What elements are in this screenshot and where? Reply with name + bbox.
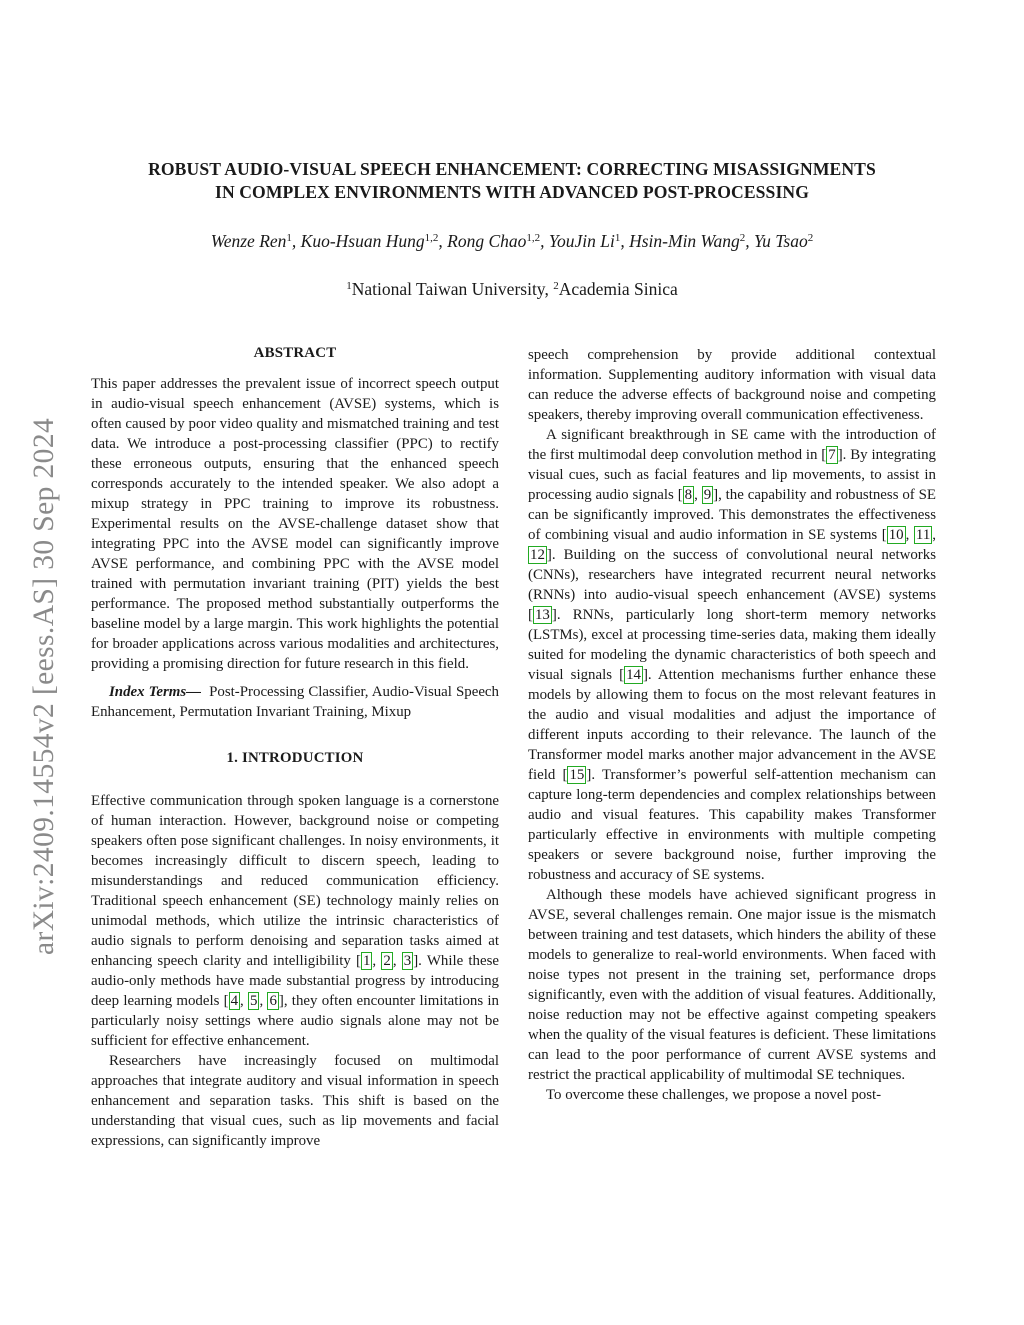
citation-link[interactable]: 6 [269,993,277,1009]
citation-link[interactable]: 10 [888,527,904,543]
intro-paragraph-1: Effective communication through spoken language is a cornerstone of human interaction. However, background noise or competing speakers often pose significant challenges. In noisy environments, it becomes increasingly difficult to discern speech, leading to misunderstandings and reduced communication efficiency. Traditional speech enhancement (SE) technology mainly relies on unimodal methods, which utilize the intrinsic characteristics of audio signals to perform denoising and separation tasks aimed at enhancing speech clarity and intelligibility [ 1 , 2 , 3 ]. While these audio-only methods have made substantial progress by introducing deep learning models [ 4 , 5 , 6 ], they often encounter limitations in particularly noisy settings where audio signals alone may not be sufficient for effective enhancement. [91,793,499,1049]
left-column [91,343,499,1151]
citation-link[interactable]: 3 [403,953,412,969]
right-paragraph-2: A significant breakthrough in SE came with the introduction of the first multimodal deep convolution method in [ 7 ]. By integrating visual cues, such as facial features and lip movements, to assist in processing audio signals [ 8 , 9 ], the capability and robustness of SE can be significantly improved. This demonstrates the effectiveness of combining visual and audio information in SE systems [ 10 , 11 , 12 ]. Building on the success of convolutional neural networks (CNNs), researchers have integrated recurrent neural networks (RNNs) into audio-visual speech enhancement (AVSE) systems [ 13 ]. RNNs, particularly long short-term memory networks (LSTMs), excel at processing time-series data, making them ideally suited for modeling the dynamic characteristics of both speech and visual signals [ 14 ]. Attention mechanisms further enhance these models by allowing them to focus on the most relevant features in the audio and visual modalities and adjust the importance of different inputs according to their relevance. The launch of the Transformer model marks another major advancement in the AVSE field [ 15 ]. Transformer’s powerful self-attention mechanism can capture long-term dependencies and complex relationships between audio and visual features. This capability makes Transformer particularly effective in environments with multiple competing speakers or severe background noise, further improving the robustness and accuracy of SE systems. [528,427,937,883]
citation-link[interactable]: 13 [534,607,550,623]
citation-link[interactable]: 15 [569,767,585,783]
affiliation-mark: 1 [346,280,352,292]
affiliation-name: National Taiwan University [351,279,545,299]
citation-link[interactable]: 5 [250,993,258,1009]
citation-link[interactable]: 7 [828,447,836,463]
author-affiliation-mark: 1 [286,232,292,244]
author-affiliation-mark: 1,2 [526,232,541,244]
affiliations: $^1$National Taiwan University, $^2$Academia Sinica [346,279,678,299]
arxiv-identifier: arXiv:2409.14554v2 [eess.AS] 30 Sep 2024 [28,417,60,955]
citation-link[interactable]: 1 [362,953,371,969]
citation-link[interactable]: 8 [684,487,693,503]
affiliation-name: Academia Sinica [558,279,678,299]
intro-paragraph-2: Researchers have increasingly focused on multimodal approaches that integrate auditory and visual information in speech enhancement and separation tasks. This shift is based on the understanding that visual cues, such as lip movements and facial expressions, can significantly improve [91,1053,499,1149]
title-line-1: ROBUST AUDIO-VISUAL SPEECH ENHANCEMENT: CORRECTING MISASSIGNMENTS [148,159,876,179]
author-name: Rong Chao [447,231,527,251]
author-affiliation-mark: 1,2 [424,232,439,244]
introduction-heading: 1. INTRODUCTION [226,750,364,766]
right-column [528,345,936,1105]
author-name: YouJin Li [548,231,615,251]
author-list: Wenze Ren$^1$, Kuo-Hsuan Hung$^{1,2}$, Rong Chao$^{1,2}$, YouJin Li$^1$, Hsin-Min Wang$^2$, Yu Tsao$^2$ [210,231,814,251]
right-paragraph-3: Although these models have achieved significant progress in AVSE, several challenges remain. One major issue is the mismatch between training and test datasets, which hinders the ability of these models to generalize to real-world environments. When faced with noise types not present in the training set, performance drops significantly, even with the addition of visual features. Additionally, noise reduction may not be effective against competing speakers when the quality of the visual features is deficient. These limitations can lead to the poor performance of current AVSE systems and restrict the practical applicability of multimodal SE techniques. [528,887,936,1083]
citation-link[interactable]: 12 [530,547,545,563]
author-affiliation-mark: 2 [739,232,746,244]
author-name: Hsin-Min Wang [629,231,740,251]
author-affiliation-mark: 1 [614,232,621,244]
title-line-2: IN COMPLEX ENVIRONMENTS WITH ADVANCED POST-PROCESSING [215,182,809,202]
index-terms [91,682,499,722]
citation-link[interactable]: 2 [383,953,391,969]
right-paragraph-1: speech comprehension by provide additional contextual information. Supplementing auditory information with visual data can reduce the adverse effects of background noise and competing speakers, thereby improving overall communication effectiveness. [528,347,936,423]
citation-link[interactable]: 9 [703,487,712,503]
author-name: Wenze Ren [210,231,287,251]
abstract-text: This paper addresses the prevalent issue of incorrect speech output in audio-visual speech enhancement (AVSE) systems, which is often caused by poor video quality and mismatched training and test data. We introduce a post-processing classifier (PPC) to rectify these erroneous outputs, ensuring that the enhanced speech corresponds accurately to the intended speaker. We also adopt a mixup strategy in PPC training to improve its robustness. Experimental results on the AVSE-challenge dataset show that integrating PPC into the AVSE model can significantly improve AVSE performance, and combining PPC with the AVSE model trained with permutation invariant training (PIT) yields the best performance. The proposed method substantially outperforms the baseline model by a large margin. This work highlights the potential for broader applications across various modalities and architectures, providing a promising direction for future research in this field. [91,376,499,672]
author-name: Kuo-Hsuan Hung [300,231,425,251]
author-name: Yu Tsao [754,231,808,251]
citation-link[interactable]: 4 [230,993,239,1009]
author-affiliation-mark: 2 [807,232,814,244]
citation-link[interactable]: 14 [626,667,641,683]
index-terms-label: Index Terms— [109,684,202,700]
index-terms-text: Post-Processing Classifier, Audio-Visual Speech Enhancement, Permutation Invariant Training, Mixup [91,684,499,720]
abstract-heading: ABSTRACT [253,345,337,361]
right-paragraph-4: To overcome these challenges, we propose a novel post- [546,1087,882,1103]
citation-link[interactable]: 11 [915,527,931,543]
paper-title [70,158,954,204]
affiliation-mark: 2 [553,280,559,292]
